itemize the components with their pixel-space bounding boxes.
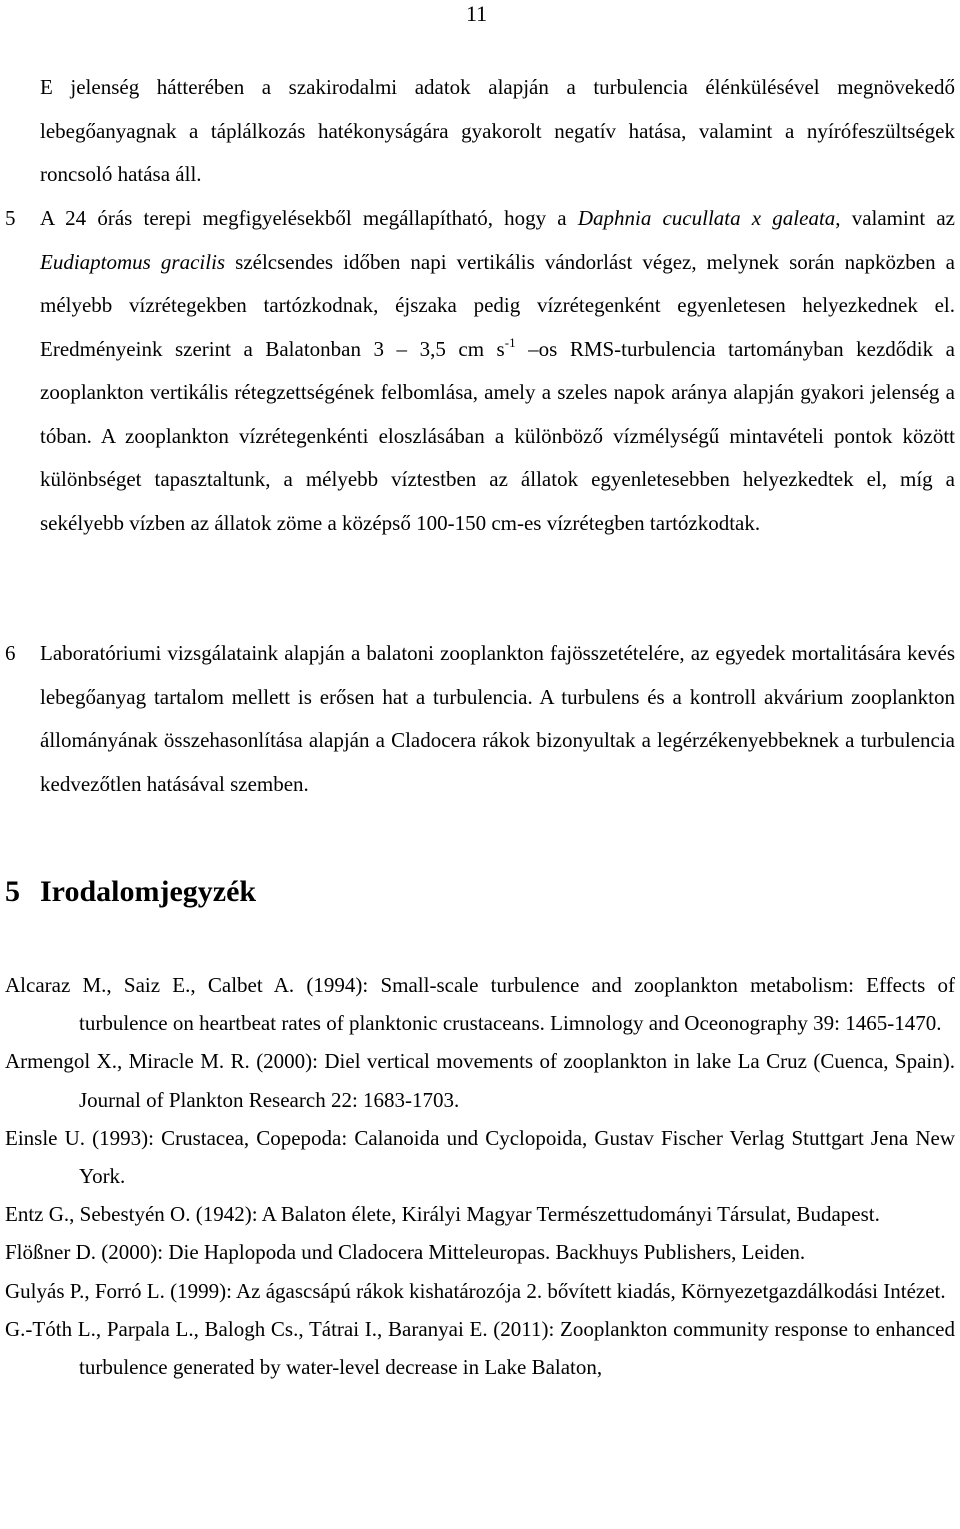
section-title: Irodalomjegyzék (40, 875, 257, 908)
species-eudiaptomus: Eudiaptomus gracilis (40, 249, 226, 274)
paragraph-5 (40, 197, 955, 545)
reference-item: Einsle U. (1993): Crustacea, Copepoda: Calanoida und Cyclopoida, Gustav Fischer Verlag Stuttgart Jena New York. (5, 1125, 955, 1189)
paragraph-5-text-3: szélcsendes időben napi vertikális vándorlást végez, melynek során napközben a mélyebb vízrétegekben tartózkodnak, éjszaka pedig vízrétegenként egyenletesen helyezkednek el. Eredményeink szerint a Balatonban 3 – 3,5 cm s (40, 249, 955, 361)
species-daphnia: Daphnia cucullata x galeata (577, 206, 836, 230)
paragraph-5-text-1: A 24 órás terepi megfigyelésekből megállapítható, hogy a (40, 206, 578, 230)
paragraph-5-text-2: , valamint az (835, 206, 955, 230)
paragraph-6: Laboratóriumi vizsgálataink alapján a balatoni zooplankton fajösszetételére, az egyedek mortalitására kevés lebegőanyag tartalom mellett is erősen hat a turbulencia. A turbulens és a kontroll akvárium zooplankton állományának összehasonlítása alapján a Cladocera rákok bizonyultak a legérzékenyebbeknek a turbulencia kedvezőtlen hatásával szemben. (40, 641, 955, 796)
reference-item: G.-Tóth L., Parpala L., Balogh Cs., Tátrai I., Baranyai E. (2011): Zooplankton community response to enhanced turbulence generated by water-level decrease in Lake Balaton, (5, 1316, 955, 1380)
page-number: 11 (466, 1, 488, 26)
reference-item: Armengol X., Miracle M. R. (2000): Diel vertical movements of zooplankton in lake La Cruz (Cuenca, Spain). Journal of Plankton Research 22: 1683-1703. (5, 1049, 955, 1112)
reference-item: Flößner D. (2000): Die Haplopoda und Cladocera Mitteleuropas. Backhuys Publishers, Leiden. (5, 1240, 806, 1265)
paragraph-number-5: 5 (5, 206, 16, 230)
section-number: 5 (5, 875, 20, 908)
paragraph-number-6: 6 (5, 641, 16, 665)
reference-item: Gulyás P., Forró L. (1999): Az ágascsápú rákok kishatározója 2. bővített kiadás, Környezetgazdálkodási Intézet. (5, 1278, 946, 1303)
reference-item: Entz G., Sebestyén O. (1942): A Balaton élete, Királyi Magyar Természettudományi Társulat, Budapest. (5, 1202, 880, 1227)
reference-list (5, 966, 955, 1386)
paragraph-5-text-4: –os RMS-turbulencia tartományban kezdődik a zooplankton vertikális rétegzettségének felbomlása, amely a szeles napok aránya alapján gyakori jelenség a tóban. A zooplankton vízrétegenkénti eloszlásában a különböző vízmélységű mintavételi pontok között különbséget tapasztaltunk, a mélyebb víztestben az állatok egyenletesebben helyezkedtek el, míg a sekélyebb vízben az állatok zöme a középső 100-150 cm-es vízrétegben tartózkodtak. (40, 336, 955, 535)
reference-item: Alcaraz M., Saiz E., Calbet A. (1994): Small-scale turbulence and zooplankton metabolism: Effects of turbulence on heartbeat rates of planktonic crustaceans. Limnology and Oceonography 39: 1465-1470. (5, 973, 955, 1036)
paragraph-intro: E jelenség hátterében a szakirodalmi adatok alapján a turbulencia élénkülésével megnövekedő lebegőanyagnak a táplálkozás hatékonyságára gyakorolt negatív hatása, valamint a nyírófeszültségek roncsoló hatása áll. (40, 75, 955, 186)
superscript-minus-one: -1 (504, 334, 516, 350)
section-heading (5, 870, 256, 914)
